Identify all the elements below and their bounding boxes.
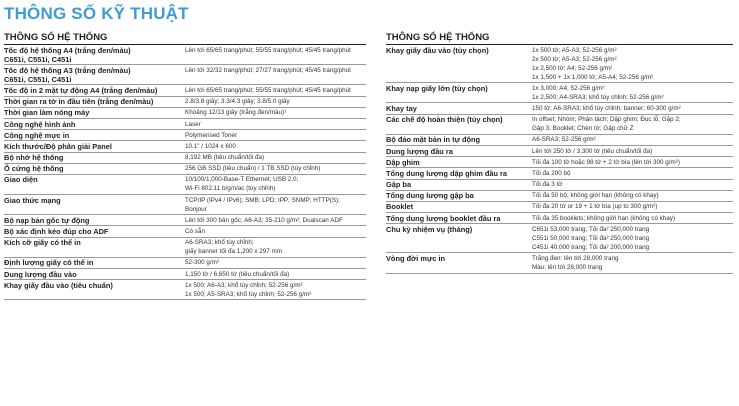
spec-value-line: Trắng đen: lên tới 28,000 trang bbox=[532, 255, 619, 263]
spec-value-line: Gập 3; Booklet; Chèn tờ; Gập chữ Z bbox=[532, 125, 634, 133]
spec-row bbox=[4, 237, 366, 257]
spec-label bbox=[4, 45, 185, 65]
spec-value-line: In offset; Nhóm; Phân tách; Dập ghim; Đục lỗ; Gập 2; bbox=[532, 116, 681, 124]
spec-value-line: Có sẵn bbox=[185, 228, 205, 236]
spec-row bbox=[386, 134, 733, 145]
spec-value bbox=[185, 107, 366, 118]
spec-row bbox=[386, 45, 733, 83]
spec-label-line: Tổng dung lượng gập ba bbox=[386, 191, 474, 201]
spec-value bbox=[532, 45, 733, 83]
spec-label-line: Bộ nạp bản gốc tự động bbox=[4, 215, 90, 225]
spec-label bbox=[386, 253, 532, 273]
spec-label bbox=[386, 45, 532, 83]
spec-row bbox=[386, 179, 733, 190]
spec-value bbox=[185, 257, 366, 268]
right-spec-table bbox=[386, 45, 733, 274]
spec-label-line: Tốc độ hệ thống A3 (trắng đen/màu) bbox=[4, 65, 131, 75]
spec-value-line: Màu: lên tới 28,000 trang bbox=[532, 264, 603, 272]
spec-value bbox=[185, 280, 366, 300]
spec-value bbox=[185, 45, 366, 65]
spec-row bbox=[4, 269, 366, 280]
spec-row bbox=[4, 257, 366, 268]
spec-row bbox=[386, 224, 733, 253]
spec-value-line: Lên tới 32/32 trang/phút; 27/27 trang/phút; 45/45 trang/phút bbox=[185, 66, 351, 74]
spec-value bbox=[532, 157, 733, 168]
spec-label bbox=[386, 114, 532, 134]
spec-value-line: Tối đa 100 tờ hoặc 98 tờ + 2 tờ bìa (lên tới 300 g/m²) bbox=[532, 158, 680, 166]
spec-value-line: A6-SRA3; khổ tùy chỉnh; bbox=[185, 239, 254, 247]
spec-row bbox=[4, 174, 366, 194]
spec-label-line: C651i, C551i, C451i bbox=[4, 54, 72, 64]
spec-row bbox=[4, 118, 366, 129]
spec-value-line: Tối đa 200 bộ bbox=[532, 169, 571, 177]
spec-label-line: Dung lượng đầu vào bbox=[4, 269, 77, 279]
spec-value bbox=[185, 152, 366, 163]
spec-value-line: Tối đa 35 booklets; không giới hạn (không có khay) bbox=[532, 214, 676, 222]
spec-label bbox=[386, 213, 532, 224]
spec-value bbox=[532, 168, 733, 179]
spec-label-line: Giao diện bbox=[4, 175, 38, 185]
spec-label-line: Khay giấy đầu vào (tiêu chuẩn) bbox=[4, 280, 113, 290]
spec-value bbox=[532, 114, 733, 134]
spec-value bbox=[185, 269, 366, 280]
spec-value-line: Lên tới 250 tờ / 3,300 tờ (tiêu chuẩn/tối đa) bbox=[532, 147, 653, 155]
spec-label-line: Gập ba bbox=[386, 180, 412, 190]
spec-label bbox=[386, 168, 532, 179]
spec-label-line: Bộ xác định kéo đúp cho ADF bbox=[4, 227, 109, 237]
spec-label bbox=[4, 195, 185, 215]
spec-row bbox=[4, 45, 366, 65]
spec-value bbox=[532, 145, 733, 156]
spec-row bbox=[386, 190, 733, 201]
spec-label bbox=[4, 130, 185, 141]
spec-value bbox=[185, 130, 366, 141]
page-title: THÔNG SỐ KỸ THUẬT bbox=[4, 4, 189, 23]
spec-label bbox=[386, 145, 532, 156]
spec-value bbox=[532, 190, 733, 201]
spec-row bbox=[4, 85, 366, 96]
spec-value bbox=[185, 215, 366, 226]
spec-label bbox=[386, 190, 532, 201]
spec-label-line: Kích cỡ giấy có thể in bbox=[4, 238, 81, 248]
spec-label bbox=[4, 269, 185, 280]
spec-label-line: Tốc độ in 2 mặt tự động A4 (trắng đen/màu) bbox=[4, 85, 158, 95]
spec-label bbox=[386, 157, 532, 168]
spec-value-line: Laser bbox=[185, 120, 201, 128]
spec-row bbox=[386, 253, 733, 273]
spec-value-line: Polymerised Toner bbox=[185, 131, 238, 139]
spec-value bbox=[532, 103, 733, 114]
spec-row bbox=[4, 226, 366, 237]
spec-value bbox=[185, 65, 366, 85]
spec-value bbox=[532, 83, 733, 103]
spec-label-line: Công nghệ mực in bbox=[4, 130, 70, 140]
spec-value-line: 10.1" / 1024 x 600 bbox=[185, 142, 236, 150]
left-column bbox=[4, 32, 366, 300]
spec-label bbox=[4, 163, 185, 174]
spec-value-line: Tối đa 20 tờ or 19 + 1 tờ bìa (up to 300 g/m²) bbox=[532, 203, 658, 211]
spec-value bbox=[185, 96, 366, 107]
spec-label-line: Khay tay bbox=[386, 103, 417, 113]
spec-label bbox=[4, 118, 185, 129]
spec-label-line: Thời gian ra tờ in đầu tiên (trắng đen/màu) bbox=[4, 97, 154, 107]
spec-value bbox=[185, 226, 366, 237]
spec-row bbox=[4, 215, 366, 226]
spec-label-line: Tổng dung lượng booklet đầu ra bbox=[386, 213, 501, 223]
spec-value-line: 10/100/1,000-Base-T Ethernet; USB 2.0; bbox=[185, 176, 299, 184]
spec-value-line: 1x 2,500; A4-SRA3; khổ tùy chỉnh; 52-256 g/m² bbox=[532, 93, 664, 101]
spec-value bbox=[185, 163, 366, 174]
spec-label-line: Công nghệ hình ảnh bbox=[4, 119, 76, 129]
spec-row bbox=[4, 130, 366, 141]
spec-label-line: Khay giấy đầu vào (tùy chọn) bbox=[386, 45, 489, 55]
spec-value-line: 8,192 MB (tiêu chuẩn/tối đa) bbox=[185, 154, 265, 162]
spec-value-line: C451i 40,000 trang; Tối đa² 200,000 trang bbox=[532, 243, 650, 251]
spec-value-line: 1x 500 tờ; A5-A3; 52-256 g/m² bbox=[532, 46, 617, 54]
spec-value-line: C551i 50,000 trang; Tối đa² 250,000 trang bbox=[532, 234, 650, 242]
spec-value bbox=[532, 201, 733, 212]
left-section-heading: THÔNG SỐ HỆ THỐNG bbox=[4, 32, 366, 45]
spec-value-line: Lên tới 65/65 trang/phút; 55/55 trang/phút; 45/45 trang/phút bbox=[185, 46, 351, 54]
spec-row bbox=[386, 168, 733, 179]
spec-label bbox=[4, 107, 185, 118]
spec-label bbox=[386, 134, 532, 145]
spec-label bbox=[4, 237, 185, 257]
spec-row bbox=[386, 145, 733, 156]
spec-value-line: 2.8/3.8 giây; 3.3/4.3 giây; 3.8/5.0 giây bbox=[185, 98, 290, 106]
spec-label bbox=[4, 174, 185, 194]
spec-label bbox=[4, 226, 185, 237]
spec-label bbox=[4, 280, 185, 300]
spec-row bbox=[4, 195, 366, 215]
spec-row bbox=[4, 65, 366, 85]
spec-value-line: 1x 500; A6-A3; khổ tùy chỉnh; 52-256 g/m² bbox=[185, 281, 303, 289]
spec-label-line: Bộ đảo mặt bản in tự động bbox=[386, 135, 481, 145]
spec-value-line: Lên tới 300 bản gốc; A6-A3; 35-210 g/m²; Dualscan ADF bbox=[185, 216, 343, 224]
spec-value-line: Wi-Fi 802.11 b/g/n/ac (tùy chỉnh) bbox=[185, 185, 276, 193]
spec-label bbox=[4, 257, 185, 268]
spec-columns bbox=[4, 32, 733, 300]
spec-label bbox=[386, 179, 532, 190]
spec-label-line: Các chế độ hoàn thiện (tùy chọn) bbox=[386, 115, 503, 125]
spec-label bbox=[386, 201, 532, 212]
spec-label-line: Chu kỳ nhiệm vụ (tháng) bbox=[386, 224, 473, 234]
spec-value-line: 1x 1,500 + 1x 1,000 tờ; A5-A4; 52-256 g/m² bbox=[532, 73, 654, 81]
spec-label bbox=[4, 152, 185, 163]
spec-value-line: TCP/IP (IPv4 / IPv6); SMB; LPD; IPP; SNMP; HTTP(S); bbox=[185, 196, 340, 204]
spec-value-line: 1x 2,500 tờ; A4; 52-256 g/m² bbox=[532, 64, 613, 72]
spec-value-line: A6-SRA3; 52-256 g/m² bbox=[532, 136, 596, 144]
spec-label bbox=[4, 85, 185, 96]
spec-value-line: giấy banner tối đa 1,200 x 297 mm bbox=[185, 248, 282, 256]
spec-value bbox=[185, 237, 366, 257]
spec-row bbox=[386, 157, 733, 168]
spec-value-line: C651i 53,000 trang; Tối đa² 250,000 trang bbox=[532, 225, 650, 233]
spec-value-line: 150 tờ; A6-SRA3; khổ tùy chỉnh; banner; 60-300 g/m² bbox=[532, 104, 681, 112]
spec-label-line: Vòng đời mực in bbox=[386, 254, 446, 264]
spec-label-line: Kích thước/Độ phân giải Panel bbox=[4, 141, 112, 151]
spec-label-line: Booklet bbox=[386, 202, 414, 212]
spec-row bbox=[386, 114, 733, 134]
spec-value-line: 1x 3,000; A4; 52-256 g/m² bbox=[532, 84, 605, 92]
spec-value bbox=[185, 141, 366, 152]
spec-row bbox=[4, 152, 366, 163]
spec-label-line: Bộ nhớ hệ thống bbox=[4, 153, 64, 163]
spec-row bbox=[4, 96, 366, 107]
spec-row bbox=[4, 141, 366, 152]
spec-value bbox=[532, 253, 733, 273]
spec-row bbox=[386, 103, 733, 114]
spec-label-line: Tổng dung lượng dập ghim đầu ra bbox=[386, 168, 508, 178]
spec-label-line: Giao thức mạng bbox=[4, 195, 61, 205]
spec-value-line: Tối đa 50 bộ; không giới hạn (không có khay) bbox=[532, 192, 659, 200]
spec-label bbox=[386, 103, 532, 114]
spec-value-line: Lên tới 65/65 trang/phút; 55/55 trang/phút; 45/45 trang/phút bbox=[185, 86, 351, 94]
spec-label bbox=[386, 224, 532, 253]
spec-value-line: 1,150 tờ / 6,650 tờ (tiêu chuẩn/tối đa) bbox=[185, 270, 290, 278]
spec-label bbox=[4, 141, 185, 152]
spec-row bbox=[386, 83, 733, 103]
spec-label bbox=[4, 215, 185, 226]
right-section-heading: THÔNG SỐ HỆ THỐNG bbox=[386, 32, 733, 45]
spec-row bbox=[386, 201, 733, 212]
spec-row bbox=[4, 280, 366, 300]
spec-label-line: Khay nạp giấy lớn (tùy chọn) bbox=[386, 83, 488, 93]
spec-value bbox=[532, 213, 733, 224]
spec-label-line: Thời gian làm nóng máy bbox=[4, 108, 90, 118]
spec-label bbox=[4, 65, 185, 85]
spec-value-line: 1x 500; A5-SRA3; khổ tùy chỉnh; 52-256 g/m² bbox=[185, 290, 312, 298]
spec-row bbox=[386, 213, 733, 224]
spec-row bbox=[4, 163, 366, 174]
spec-value bbox=[185, 174, 366, 194]
spec-value-line: Tối đa 3 tờ bbox=[532, 181, 563, 189]
spec-value-line: 52-300 g/m² bbox=[185, 259, 219, 267]
spec-value-line: 256 GB SSD (tiêu chuẩn) / 1 TB SSD (tùy chỉnh) bbox=[185, 165, 321, 173]
spec-value bbox=[185, 118, 366, 129]
spec-label-line: Dung lượng đầu ra bbox=[386, 146, 453, 156]
spec-label-line: Định lượng giấy có thể in bbox=[4, 258, 94, 268]
spec-value bbox=[532, 134, 733, 145]
spec-value-line: 2x 500 tờ; A5-A3; 52-256 g/m² bbox=[532, 55, 617, 63]
spec-label-line: Ổ cứng hệ thống bbox=[4, 164, 64, 174]
spec-value-line: Khoảng 12/13 giây (trắng đen/màu)¹ bbox=[185, 109, 287, 117]
spec-label-line: C651i, C551i, C451i bbox=[4, 74, 72, 84]
spec-label-line: Dập ghim bbox=[386, 157, 420, 167]
left-spec-table bbox=[4, 45, 366, 300]
spec-label bbox=[4, 96, 185, 107]
spec-value-line: Bonjour bbox=[185, 205, 207, 213]
spec-label-line: Tốc độ hệ thống A4 (trắng đen/màu) bbox=[4, 45, 131, 55]
spec-value bbox=[532, 224, 733, 253]
spec-value bbox=[532, 179, 733, 190]
spec-value bbox=[185, 85, 366, 96]
right-column bbox=[386, 32, 733, 300]
spec-row bbox=[4, 107, 366, 118]
spec-value bbox=[185, 195, 366, 215]
spec-label bbox=[386, 83, 532, 103]
